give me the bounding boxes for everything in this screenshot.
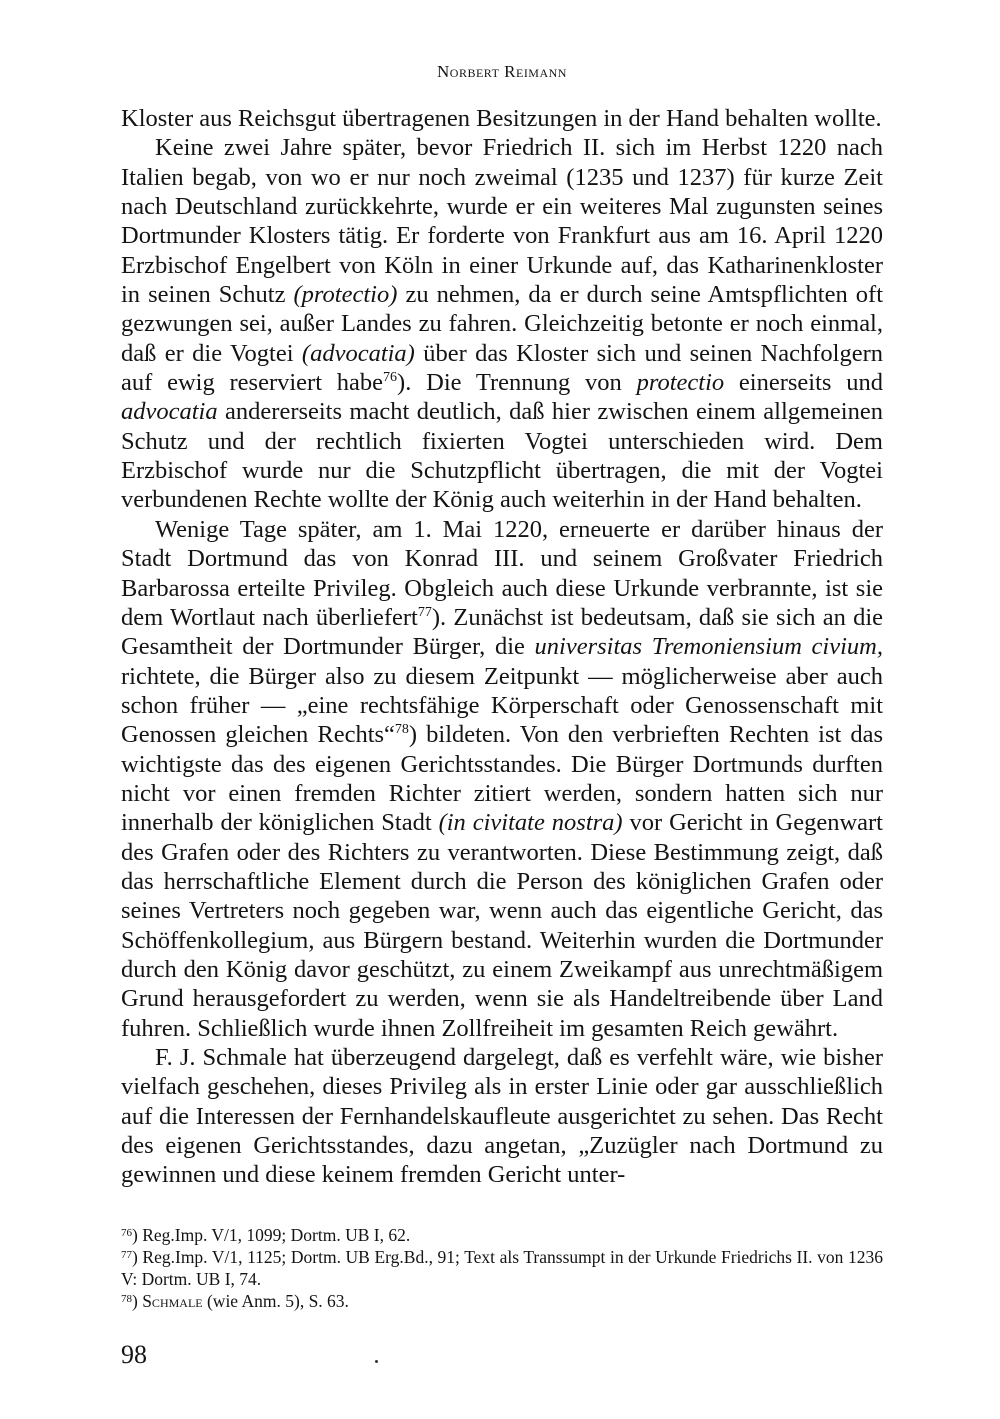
footnote: $^{77}$) Reg.Imp. V/1, 1125; Dortm. UB Erg.Bd., 91; Text als Transsumpt in der Urkunde Friedrichs II. von 1236 V: Dortm. UB I, 74. [121,1247,883,1289]
paragraph: Keine zwei Jahre später, bevor Friedrich II. sich im Herbst 1220 nach Italien begab, von wo er nur noch zweimal (1235 und 1237) für kurze Zeit nach Deutschland zurückkehrte, wurde er ein weiteres Mal zugunsten seines Dortmunder Klosters tätig. Er forderte von Frankfurt aus am 16. April 1220 Erzbischof Engelbert von Köln in einer Urkunde auf, das Katharinenkloster in seinen Schutz (protectio) zu nehmen, da er durch seine Amtspflichten oft gezwungen sei, außer Landes zu fahren. Gleichzeitig betonte er noch einmal, daß er die Vogtei (advocatia) über das Kloster sich und seinen Nachfolgern auf ewig reserviert habe$^{76}$). Die Trennung von protectio einerseits und advocatia andererseits macht deutlich, daß hier zwischen einem allgemeinen Schutz und der rechtlich fixierten Vogtei unterschieden wird. Dem Erzbischof wurde nur die Schutzpflicht übertragen, die mit der Vogtei verbundenen Rechte wollte der König auch weiterhin in der Hand behalten. [121,134,884,514]
footnote-mark: 77 [121,1249,132,1261]
paragraph: Wenige Tage später, am 1. Mai 1220, erneuerte er darüber hinaus der Stadt Dortmund das von Konrad III. und seinem Großvater Friedrich Barbarossa erteilte Privileg. Obgleich auch diese Urkunde verbrannte, ist sie dem Wortlaut nach überliefert$^{77}$). Zunächst ist bedeutsam, daß sie sich an die Gesamtheit der Dortmunder Bürger, die universitas Tremoniensium civium, richtete, die Bürger also zu diesem Zeitpunkt — möglicherweise aber auch schon früher — „eine rechtsfähige Körperschaft oder Genossenschaft mit Genossen gleichen Rechts“$^{78}$) bildeten. Von den verbrieften Rechten ist das wichtigste das des eigenen Gerichtsstandes. Die Bürger Dortmunds durften nicht vor einen fremden Richter zitiert werden, sondern hatten sich nur innerhalb der königlichen Stadt (in civitate nostra) vor Gericht in Gegenwart des Grafen oder des Richters zu verantworten. Diese Bestimmung zeigt, daß das herrschaftliche Element durch die Person des königlichen Grafen oder seines Vertreters noch gegeben war, wenn auch das eigentliche Gericht, das Schöffenkollegium, aus Bürgern bestand. Weiterhin wurden die Dortmunder durch den König davor geschützt, zu einem Zweikampf aus unrechtmäßigem Grund herausgefordert zu werden, wenn sie als Handeltreibende über Land fuhren. Schließlich wurde ihnen Zollfreiheit im gesamten Reich gewährt. [121,515,883,1042]
page [121,0,883,1419]
footnote-mark: 76 [121,1227,132,1239]
running-head: Norbert Reimann [437,62,567,81]
footnote: $^{78}$) Schmale (wie Anm. 5), S. 63. [121,1291,349,1311]
footnote-mark: 78 [121,1293,132,1305]
footnote: $^{76}$) Reg.Imp. V/1, 1099; Dortm. UB I, 62. [121,1225,411,1245]
paragraph: Kloster aus Reichsgut übertragenen Besitzungen in der Hand behalten wollte. [121,105,882,132]
footnotes [121,1224,883,1312]
page-number: 98 [121,1340,147,1369]
stray-dot [375,1360,378,1363]
paragraph: F. J. Schmale hat überzeugend dargelegt, daß es verfehlt wäre, wie bisher vielfach geschehen, dieses Privileg als in erster Linie oder gar ausschließlich auf die Interessen der Fernhandelskaufleute ausgerichtet zu sehen. Das Recht des eigenen Gerichtsstandes, dazu angetan, „Zuzügler nach Dortmund zu gewinnen und diese keinem fremden Gericht unter- [121,1044,883,1189]
body-text [121,104,883,1190]
